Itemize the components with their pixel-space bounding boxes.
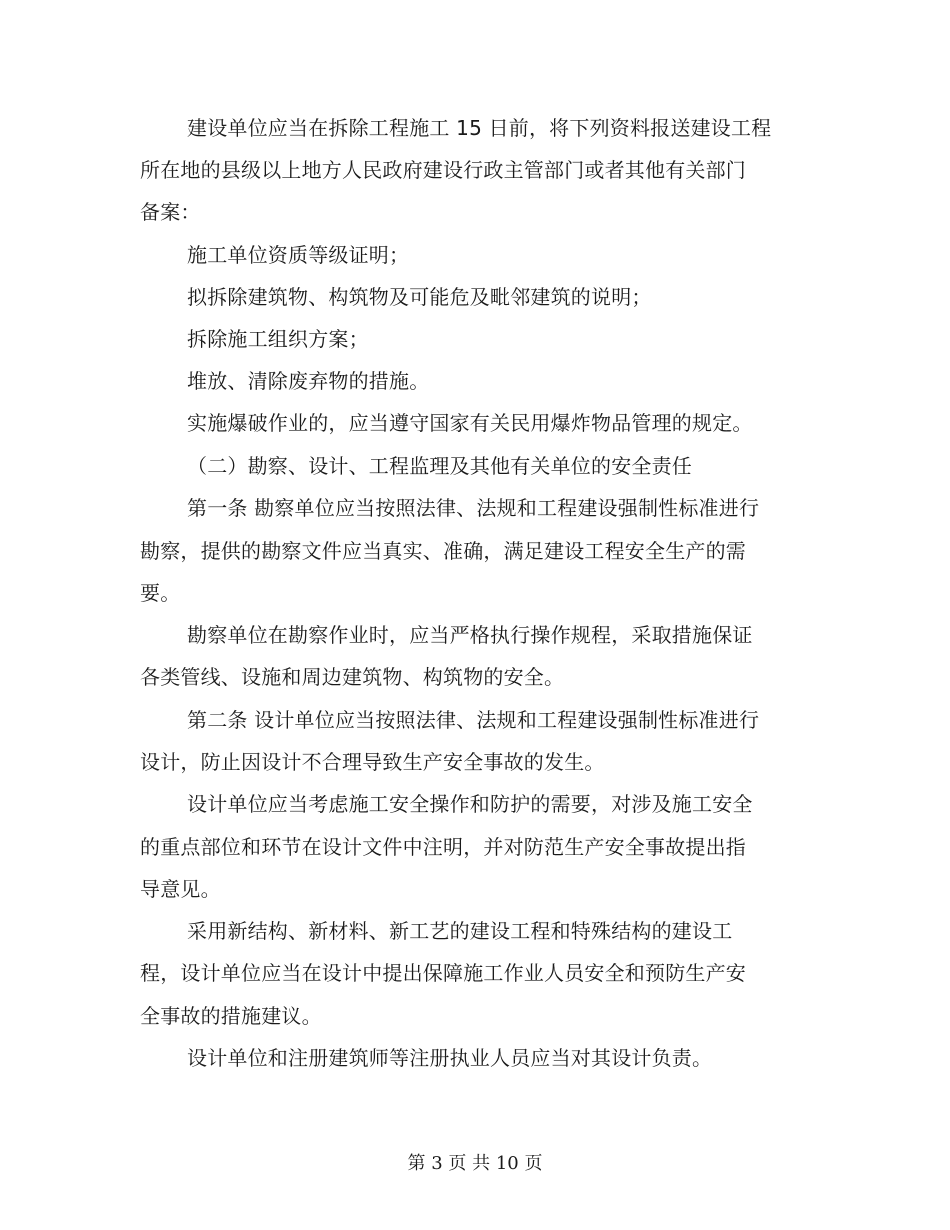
text-line: 设计单位应当考虑施工安全操作和防护的需要，对涉及施工安全 [187,792,753,816]
text-line: 各类管线、设施和周边建筑物、构筑物的安全。 [140,665,565,689]
text-line: 设计单位和注册建筑师等注册执业人员应当对其设计负责。 [187,1046,713,1070]
text-line: 建设单位应当在拆除工程施工 15 日前，将下列资料报送建设工程 [187,116,772,140]
text-line: 第一条 勘察单位应当按照法律、法规和工程建设强制性标准进行 [187,496,760,520]
text-line: 设计，防止因设计不合理导致生产安全事故的发生。 [140,750,605,774]
text-line: 勘察，提供的勘察文件应当真实、准确，满足建设工程安全生产的需 [140,539,746,563]
text-line: 拟拆除建筑物、构筑物及可能危及毗邻建筑的说明； [187,285,652,309]
text-line: 拆除施工组织方案； [187,327,369,351]
page-number-footer: 第 3 页 共 10 页 [407,1153,543,1174]
section-heading: （二）勘察、设计、工程监理及其他有关单位的安全责任 [187,454,692,478]
text-line: 勘察单位在勘察作业时，应当严格执行操作规程，采取措施保证 [187,623,753,647]
text-line: 施工单位资质等级证明； [187,243,410,267]
text-line: 备案： [140,200,201,224]
text-line: 采用新结构、新材料、新工艺的建设工程和特殊结构的建设工 [187,919,733,943]
text-line: 要。 [140,581,181,605]
text-line: 程，设计单位应当在设计中提出保障施工作业人员安全和预防生产安 [140,961,746,985]
text-line: 的重点部位和环节在设计文件中注明，并对防范生产安全事故提出指 [140,835,746,859]
text-line: 堆放、清除废弃物的措施。 [187,369,430,393]
text-line: 实施爆破作业的，应当遵守国家有关民用爆炸物品管理的规定。 [187,411,753,435]
text-line: 全事故的措施建议。 [140,1004,322,1028]
text-line: 第二条 设计单位应当按照法律、法规和工程建设强制性标准进行 [187,708,760,732]
text-line: 导意见。 [140,877,221,901]
text-line: 所在地的县级以上地方人民政府建设行政主管部门或者其他有关部门 [140,158,746,182]
